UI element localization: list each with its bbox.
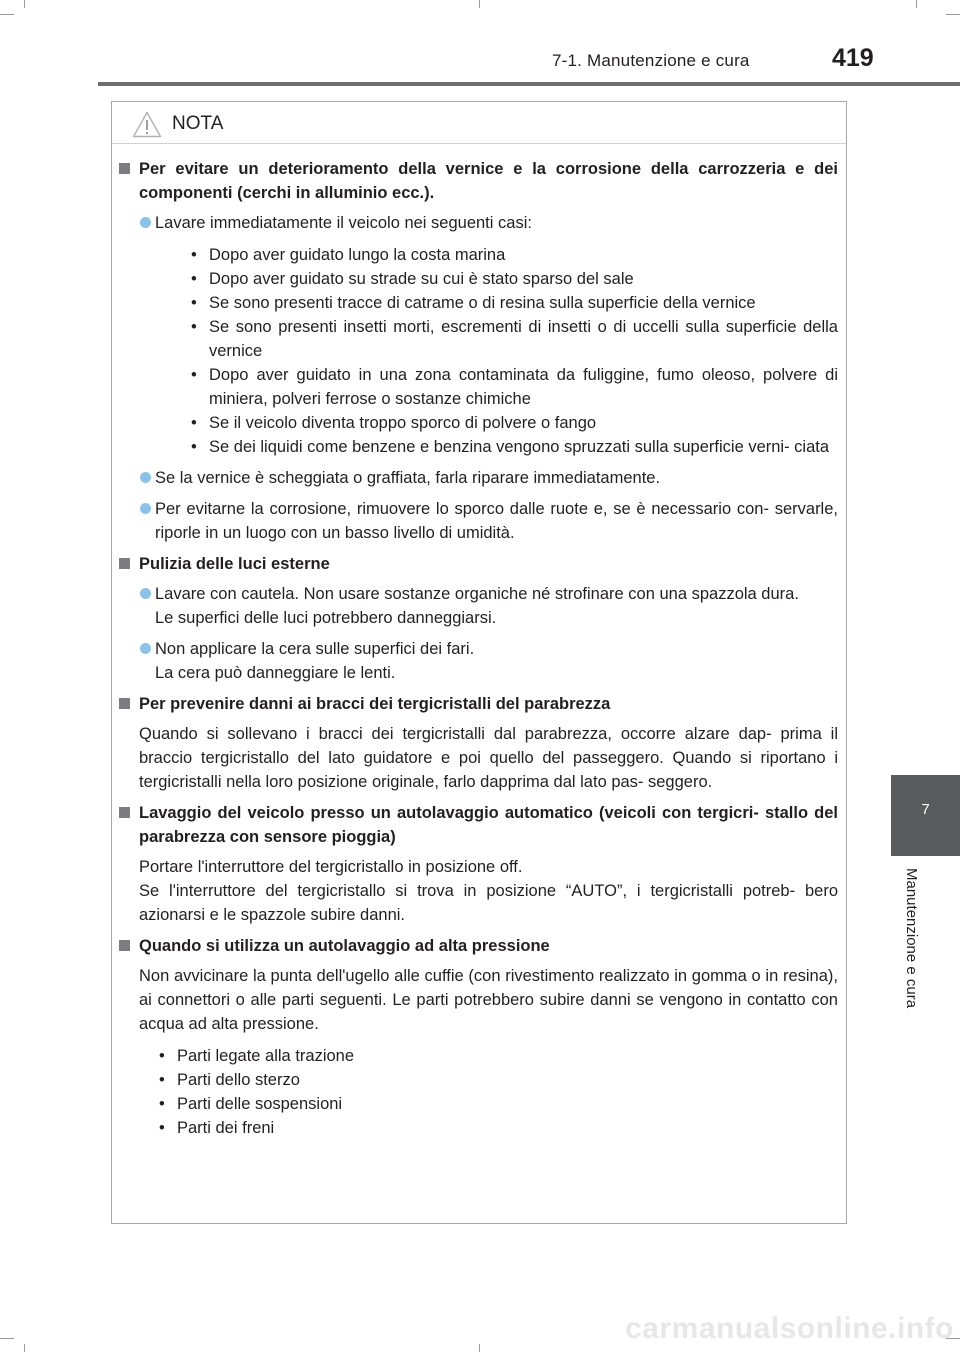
bullet-item [191, 435, 838, 459]
bullet-text: Se il veicolo diventa troppo sporco di polvere o fango [209, 414, 597, 432]
bullet-text: Parti dei freni [177, 1119, 275, 1137]
item-text: Lavare immediatamente il veicolo nei seguenti casi: [155, 214, 532, 232]
item-text-secondary: La cera può danneggiare le lenti. [155, 664, 396, 682]
bullet-list [159, 1044, 838, 1140]
circle-bullet-icon [140, 472, 151, 483]
square-bullet-icon [119, 807, 130, 818]
bullet-text: Parti dello sterzo [177, 1071, 300, 1089]
chapter-label: Manutenzione e cura [903, 868, 920, 1009]
chapter-number: 7 [921, 801, 930, 818]
square-bullet-icon [119, 940, 130, 951]
header-rule [98, 82, 960, 86]
section-heading: Pulizia delle luci esterne [139, 555, 330, 573]
paragraph-line: Portare l'interruttore del tergicristallo in posizione off. [139, 858, 523, 876]
chapter-tab [891, 775, 960, 856]
bullet-text: Dopo aver guidato lungo la costa marina [209, 246, 506, 264]
note-section [139, 157, 838, 545]
bullet-item [191, 363, 838, 411]
item-text: Non applicare la cera sulle superfici dei fari. [155, 640, 475, 658]
item-text-secondary: Le superfici delle luci potrebbero danneggiarsi. [155, 609, 497, 627]
bullet-item [191, 291, 838, 315]
bullet-item [159, 1068, 838, 1092]
bullet-text: Parti legate alla trazione [177, 1047, 355, 1065]
watermark: carmanualsonline.info [625, 1312, 954, 1345]
section-heading: Per prevenire danni ai bracci dei tergicristalli del parabrezza [139, 695, 611, 713]
crop-mark [0, 14, 14, 15]
paragraph: Non avvicinare la punta dell'ugello alle cuffie (con rivestimento realizzato in gomma o in resina), ai connettori o alle parti seguenti. Le parti potrebbero subire danni se vengono in contatto con acqua ad alta pressione. [139, 967, 838, 1033]
bullet-text: Se sono presenti insetti morti, escrementi di insetti o di uccelli sulla superficie della vernice [209, 318, 838, 360]
note-content [112, 157, 846, 1147]
crop-mark [916, 0, 917, 8]
bullet-item [159, 1116, 838, 1140]
circle-bullet-icon [140, 503, 151, 514]
bullet-text: Se dei liquidi come benzene e benzina vengono spruzzati sulla superficie verni- ciata [209, 438, 830, 456]
section-heading: Per evitare un deterioramento della vernice e la corrosione della carrozzeria e dei componenti (cerchi in alluminio ecc.). [139, 160, 838, 202]
bullet-text: Dopo aver guidato su strade su cui è stato sparso del sale [209, 270, 634, 288]
bullet-mark: • [191, 414, 197, 432]
bullet-mark: • [159, 1095, 165, 1113]
bullet-mark: • [191, 366, 197, 384]
bullet-item [159, 1044, 838, 1068]
bullet-mark: • [191, 294, 197, 312]
bullet-mark: • [191, 270, 197, 288]
bullet-item [191, 315, 838, 363]
bullet-mark: • [191, 318, 197, 336]
note-section [139, 801, 838, 927]
crop-mark [24, 1344, 25, 1352]
circle-bullet-icon [140, 588, 151, 599]
bullet-text: Se sono presenti tracce di catrame o di resina sulla superficie della vernice [209, 294, 756, 312]
note-section [139, 692, 838, 794]
note-section [139, 552, 838, 685]
bullet-text: Dopo aver guidato in una zona contaminata da fuliggine, fumo oleoso, polvere di miniera, polveri ferrose o sostanze chimiche [209, 366, 838, 408]
page-number: 419 [832, 44, 874, 72]
bullet-item [191, 267, 838, 291]
item-text: Lavare con cautela. Non usare sostanze organiche né strofinare con una spazzola dura. [155, 585, 799, 603]
warning-icon [132, 111, 162, 138]
crop-mark [946, 14, 960, 15]
note-header [112, 102, 846, 144]
list-item [155, 497, 838, 545]
bullet-item [159, 1092, 838, 1116]
bullet-text: Parti delle sospensioni [177, 1095, 343, 1113]
bullet-list [191, 243, 838, 459]
bullet-item [191, 411, 838, 435]
circle-bullet-icon [140, 217, 151, 228]
list-item [155, 211, 838, 459]
paragraph: Quando si sollevano i bracci dei tergicristalli dal parabrezza, occorre alzare dap- prima il braccio tergicristallo del lato guidatore e poi quello del passeggero. Quando si riportano i tergicristalli nella loro posizione originale, farlo dapprima dal lato pas- seggero. [139, 725, 838, 791]
note-box [111, 101, 847, 1224]
paragraph-line: Se l'interruttore del tergicristallo si trova in posizione “AUTO”, i tergicristalli potreb- bero azionarsi e le spazzole subire danni. [139, 882, 838, 924]
square-bullet-icon [119, 698, 130, 709]
list-item [155, 466, 838, 490]
list-item [155, 582, 838, 630]
crop-mark [24, 0, 25, 8]
section-heading: Quando si utilizza un autolavaggio ad alta pressione [139, 937, 550, 955]
note-title: NOTA [172, 113, 224, 134]
note-section [139, 934, 838, 1140]
circle-bullet-icon [140, 643, 151, 654]
bullet-mark: • [191, 246, 197, 264]
item-text: Se la vernice è scheggiata o graffiata, farla riparare immediatamente. [155, 469, 661, 487]
paragraph [139, 855, 838, 927]
bullet-mark: • [191, 438, 197, 456]
list-item [155, 637, 838, 685]
crop-mark [0, 1338, 14, 1339]
square-bullet-icon [119, 558, 130, 569]
bullet-mark: • [159, 1071, 165, 1089]
bullet-mark: • [159, 1119, 165, 1137]
item-text: Per evitarne la corrosione, rimuovere lo sporco dalle ruote e, se è necessario con- servarle, riporle in un luogo con un basso livello di umidità. [155, 500, 838, 542]
section-title: 7-1. Manutenzione e cura [552, 51, 750, 70]
bullet-mark: • [159, 1047, 165, 1065]
bullet-item [191, 243, 838, 267]
crop-mark [479, 1344, 480, 1352]
section-heading: Lavaggio del veicolo presso un autolavaggio automatico (veicoli con tergicri- stallo del parabrezza con sensore pioggia) [139, 804, 838, 846]
crop-mark [479, 0, 480, 8]
square-bullet-icon [119, 163, 130, 174]
